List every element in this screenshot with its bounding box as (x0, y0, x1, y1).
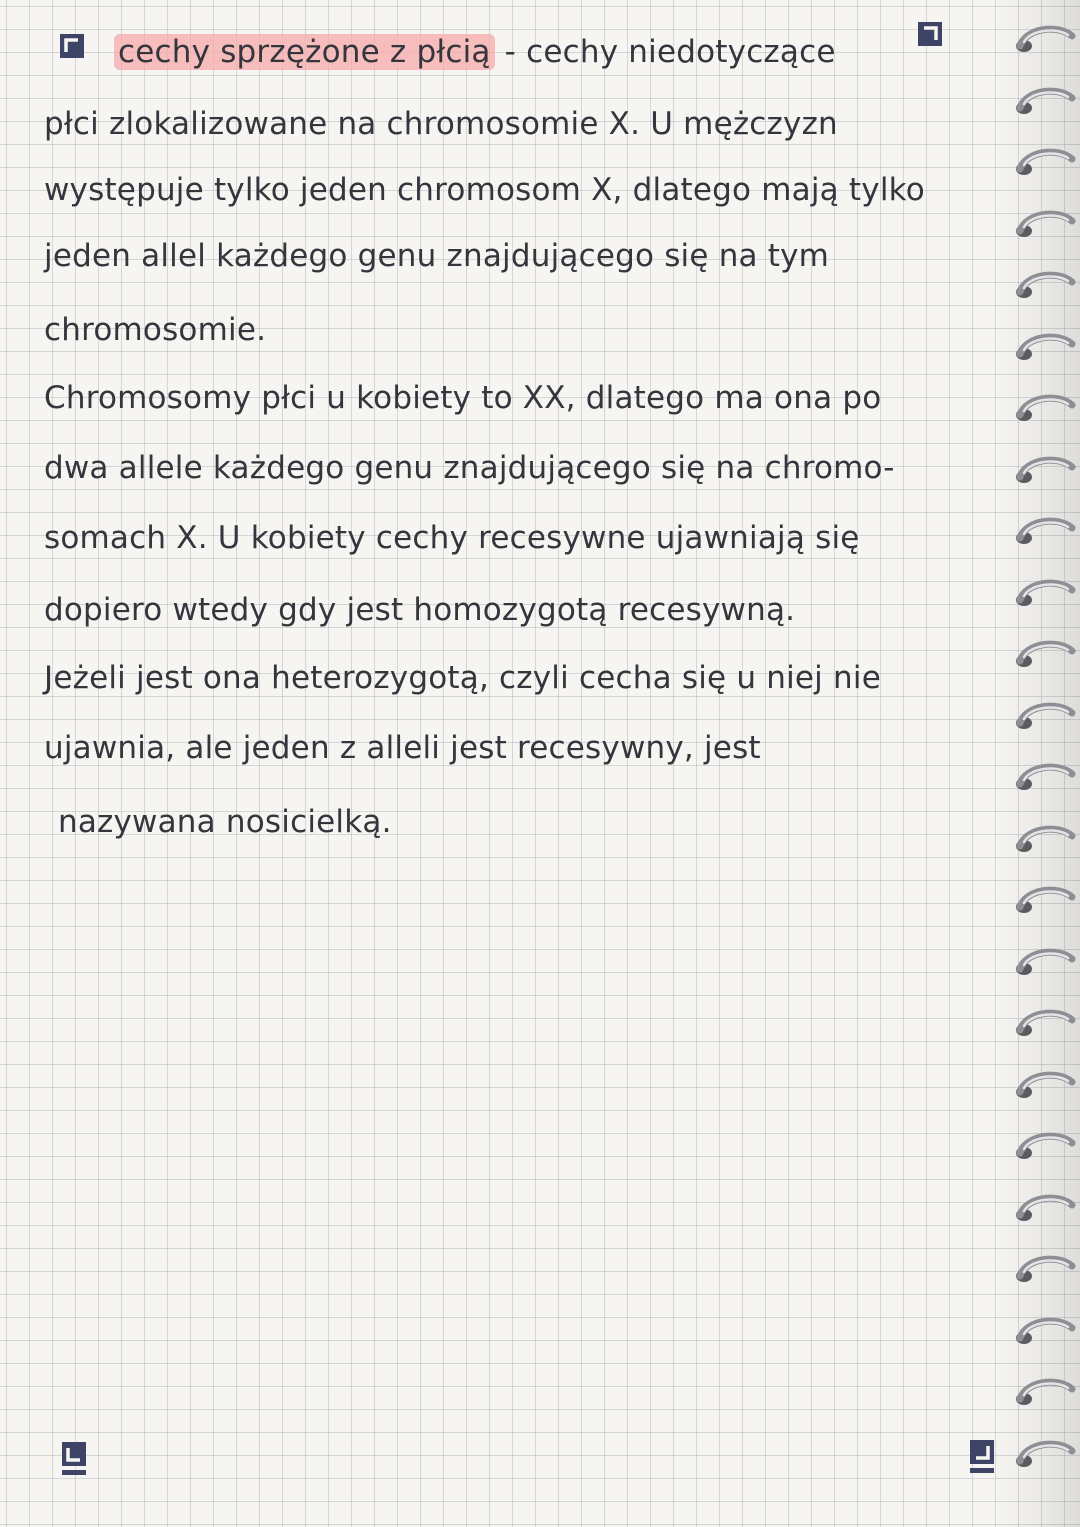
spiral-ring-icon (1006, 1006, 1076, 1046)
note-line-1 (114, 34, 836, 70)
spiral-ring-icon (1006, 945, 1076, 985)
spiral-ring-icon (1006, 1437, 1076, 1477)
spiral-ring-icon (1006, 145, 1076, 185)
spiral-ring-icon (1006, 699, 1076, 739)
spiral-ring-icon (1006, 637, 1076, 677)
spiral-ring-icon (1006, 1129, 1076, 1169)
spiral-ring-icon (1006, 268, 1076, 308)
spiral-ring-icon (1006, 822, 1076, 862)
note-text: - cechy niedotyczące (494, 34, 836, 70)
note-line: jeden allel każdego genu znajdującego się na tym (44, 238, 830, 274)
spiral-ring-icon (1006, 391, 1076, 431)
corner-bar (62, 1470, 86, 1475)
note-line: dopiero wtedy gdy jest homozygotą recesywną. (44, 592, 796, 628)
spiral-ring-icon (1006, 1068, 1076, 1108)
spiral-binding-icon (1000, 0, 1080, 1527)
corner-bracket-icon (918, 22, 942, 46)
note-line: ujawnia, ale jeden z alleli jest recesywny, jest (44, 730, 761, 766)
corner-bar (970, 1468, 994, 1473)
spiral-ring-icon (1006, 1314, 1076, 1354)
spiral-ring-icon (1006, 22, 1076, 62)
note-line: nazywana nosicielką. (58, 804, 392, 840)
note-line: płci zlokalizowane na chromosomie X. U mężczyzn (44, 106, 838, 142)
note-line: somach X. U kobiety cechy recesywne ujawniają się (44, 520, 860, 556)
note-line: dwa allele każdego genu znajdującego się na chromo- (44, 450, 895, 486)
spiral-ring-icon (1006, 453, 1076, 493)
spiral-ring-icon (1006, 84, 1076, 124)
spiral-ring-icon (1006, 330, 1076, 370)
spiral-ring-icon (1006, 207, 1076, 247)
note-line: występuje tylko jeden chromosom X, dlatego mają tylko (44, 172, 925, 208)
spiral-ring-icon (1006, 760, 1076, 800)
spiral-ring-icon (1006, 576, 1076, 616)
corner-bracket-icon (60, 34, 84, 58)
corner-bracket-icon (970, 1440, 994, 1464)
spiral-ring-icon (1006, 1375, 1076, 1415)
note-line: Chromosomy płci u kobiety to XX, dlatego ma ona po (44, 380, 882, 416)
corner-bracket-icon (62, 1442, 86, 1466)
spiral-ring-icon (1006, 514, 1076, 554)
spiral-ring-icon (1006, 1191, 1076, 1231)
highlighted-term: cechy sprzężone z płcią (114, 34, 495, 70)
spiral-ring-icon (1006, 883, 1076, 923)
note-line: Jeżeli jest ona heterozygotą, czyli cecha się u niej nie (44, 660, 881, 696)
spiral-ring-icon (1006, 1252, 1076, 1292)
note-line: chromosomie. (44, 312, 267, 348)
